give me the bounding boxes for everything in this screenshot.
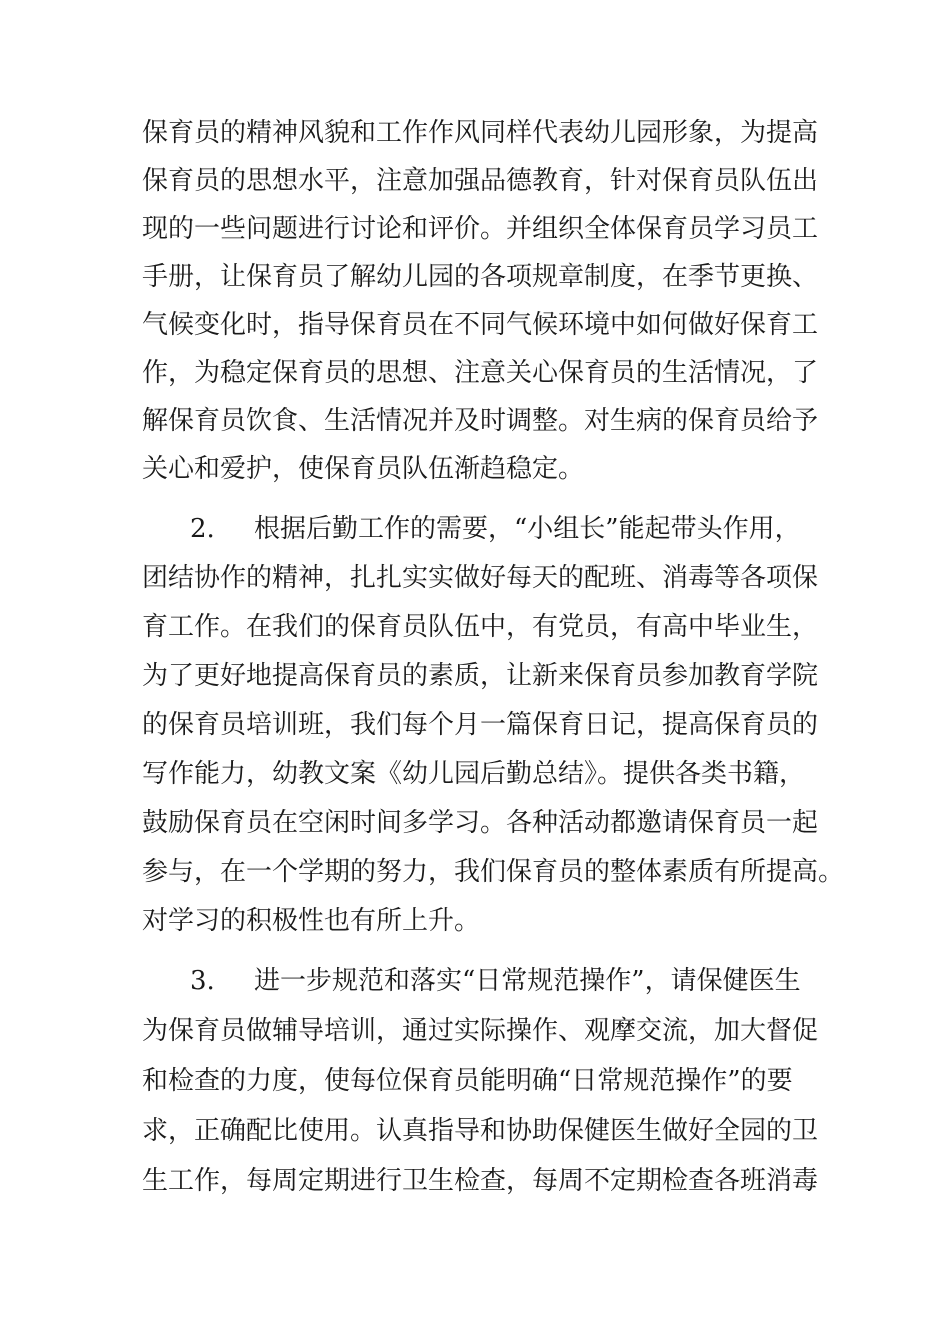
paragraph-3-first-line [190, 966, 801, 996]
text-line-21: 求，正确配比使用。认真指导和协助保健医生做好全园的卫 [142, 1116, 819, 1146]
paragraph-2-first-line [190, 514, 801, 544]
text-line-11: 育工作。在我们的保育员队伍中，有党员，有高中毕业生， [142, 612, 819, 642]
text-line-4: 手册，让保育员了解幼儿园的各项规章制度，在季节更换、 [142, 262, 819, 292]
text-line-13: 的保育员培训班，我们每个月一篇保育日记，提高保育员的 [142, 710, 819, 740]
text-line-8: 关心和爱护，使保育员队伍渐趋稳定。 [142, 454, 585, 484]
text-line-6: 作，为稳定保育员的思想、注意关心保育员的生活情况，了 [142, 358, 819, 388]
text-line-18: 进一步规范和落实“日常规范操作”，请保健医生 [254, 966, 801, 996]
text-line-3: 现的一些问题进行讨论和评价。并组织全体保育员学习员工 [142, 214, 819, 244]
list-number-2: 2. [190, 514, 215, 544]
text-line-5: 气候变化时，指导保育员在不同气候环境中如何做好保育工 [142, 310, 819, 340]
list-number-3: 3. [190, 966, 215, 996]
text-line-7: 解保育员饮食、生活情况并及时调整。对生病的保育员给予 [142, 406, 819, 436]
text-line-14: 写作能力，幼教文案《幼儿园后勤总结》。提供各类书籍， [142, 759, 806, 789]
text-line-16: 参与，在一个学期的努力，我们保育员的整体素质有所提高。 [142, 857, 845, 887]
text-line-10: 团结协作的精神，扎扎实实做好每天的配班、消毒等各项保 [142, 563, 819, 593]
text-line-12: 为了更好地提高保育员的素质，让新来保育员参加教育学院 [142, 661, 819, 691]
text-line-19: 为保育员做辅导培训，通过实际操作、观摩交流，加大督促 [142, 1016, 819, 1046]
text-line-2: 保育员的思想水平，注意加强品德教育，针对保育员队伍出 [142, 166, 819, 196]
text-line-15: 鼓励保育员在空闲时间多学习。各种活动都邀请保育员一起 [142, 808, 819, 838]
text-line-22: 生工作，每周定期进行卫生检查，每周不定期检查各班消毒 [142, 1166, 819, 1196]
text-line-20: 和检查的力度，使每位保育员能明确“日常规范操作”的要 [142, 1066, 793, 1096]
text-line-1: 保育员的精神风貌和工作作风同样代表幼儿园形象，为提高 [142, 118, 819, 148]
text-line-17: 对学习的积极性也有所上升。 [142, 906, 481, 936]
text-line-9: 根据后勤工作的需要，“小组长”能起带头作用， [254, 514, 801, 544]
